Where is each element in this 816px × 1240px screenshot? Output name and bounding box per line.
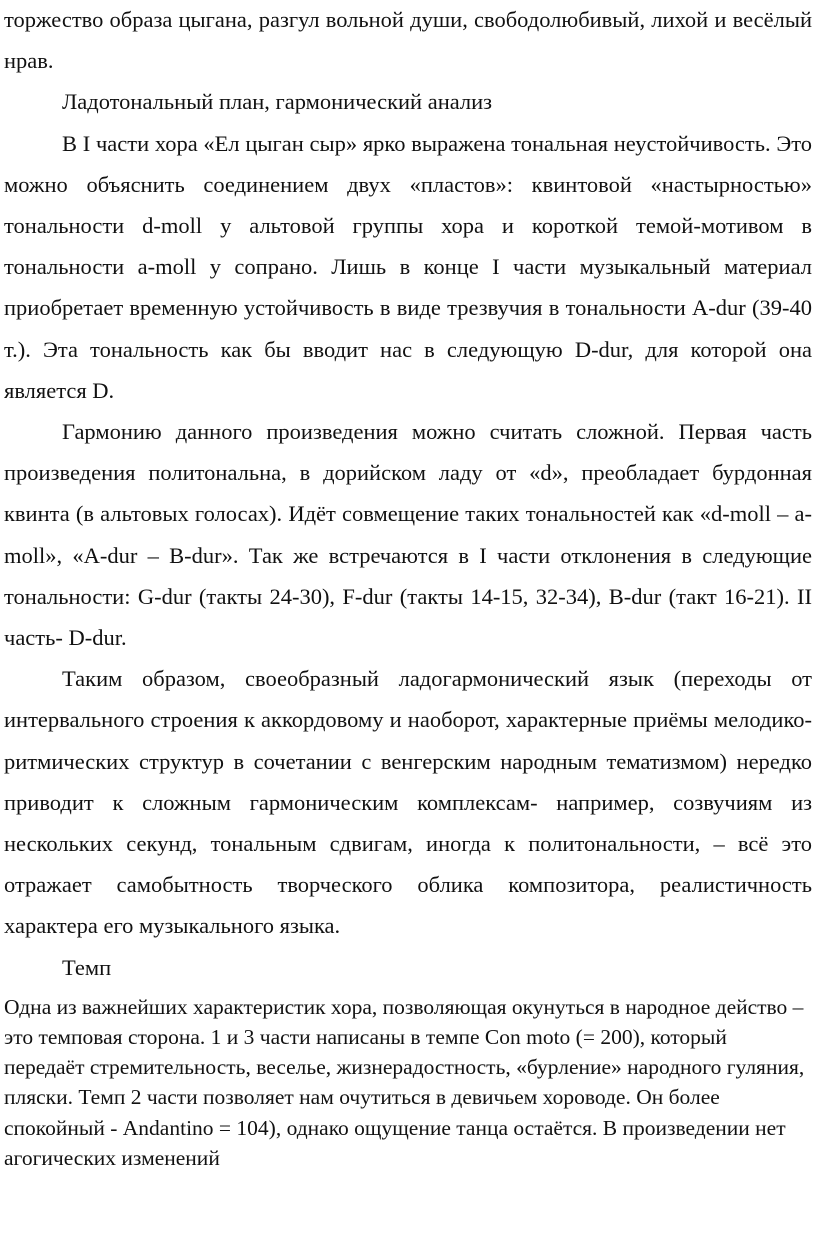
paragraph-harmony: Гармонию данного произведения можно считать сложной. Первая часть произведения политональна, в дорийском ладу от «d», преобладает бурдонная квинта (в альтовых голосах). Идёт совмещение таких тональностей как «d-moll – a-moll», «A-dur – B-dur». Так же встречаются в I части отклонения в следующие тональности: G-dur (такты 24-30), F-dur (такты 14-15, 32-34), B-dur (такт 16-21). II часть- D-dur. [4,419,812,651]
paragraph-tonal-plan: В I части хора «Ел цыган сыр» ярко выражена тональная неустойчивость. Это можно объяснить соединением двух «пластов»: квинтовой «настырностью» тональности d-moll у альтовой группы хора и короткой темой-мотивом в тональности a-moll у сопрано. Лишь в конце I части музыкальный материал приобретает временную устойчивость в виде трезвучия в тональности A-dur (39-40 т.). Эта тональность как бы вводит нас в следующую D-dur, для которой она является D. [4,130,812,403]
heading-harmony-plan: Ладотональный план, гармонический анализ [62,89,493,115]
paragraph-conclusion: Таким образом, своеобразный ладогармонический язык (переходы от интервального строения к аккордовому и наоборот, характерные приёмы мелодико-ритмических структур в сочетании с венгерским народным тематизмом) нередко приводит к сложным гармоническим комплексам- например, созвучиям из нескольких секунд, тональным сдвигам, иногда к политональности, – всё это отражает самобытность творческого облика композитора, реалистичность характера его музыкального языка. [4,666,812,939]
paragraph-intro-tail: торжество образа цыгана, разгул вольной души, свободолюбивый, лихой и весёлый нрав. [4,7,812,74]
heading-tempo: Темп [62,954,112,980]
paragraph-tempo: Одна из важнейших характеристик хора, позволяющая окунуться в народное действо – это темповая сторона. 1 и 3 части написаны в темпе Con moto (= 200), который передаёт стремительность, веселье, жизнерадостность, «бурление» народного гуляния, пляски. Темп 2 части позволяет нам очутиться в девичьем хороводе. Он более спокойный - Andantino = 104), однако ощущение танца остаётся. В произведении нет агогических изменений [4,994,805,1170]
